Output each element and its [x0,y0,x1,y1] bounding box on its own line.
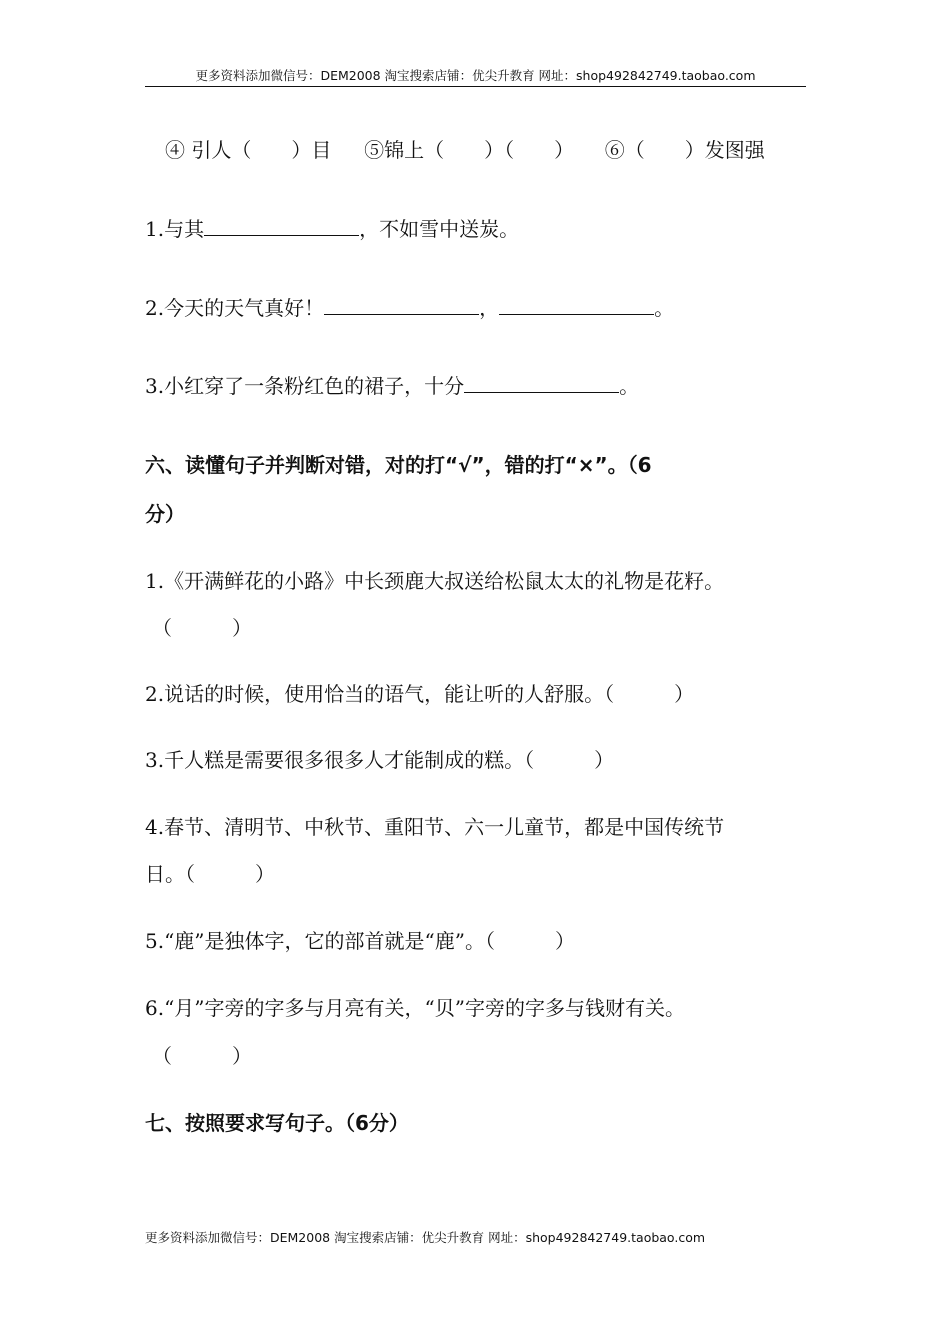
section6-title-cont: 分） [145,502,185,526]
fill-sentence-3: 3.小红穿了一条粉红色的裙子，十分 。 [145,374,640,398]
judge-q1: 1.《开满鲜花的小路》中长颈鹿大叔送给松鼠太太的礼物是花籽。 [145,569,725,593]
section7-title: 七、按照要求写句子。（6分） [145,1111,409,1135]
idiom-item-4: ④ 引人（ ）目 [165,138,332,162]
answer-blank[interactable] [464,372,619,393]
answer-blank[interactable] [204,215,359,236]
fill-sentence-1: 1.与其 ，不如雪中送炭。 [145,217,520,241]
judge-q1-paren[interactable]: （ ） [152,616,252,640]
answer-blank[interactable] [324,294,479,315]
judge-q2: 2.说话的时候，使用恰当的语气，能让听的人舒服。（ ） [145,682,695,706]
judge-q4: 4.春节、清明节、中秋节、重阳节、六一儿童节，都是中国传统节 [145,815,725,839]
page-footer: 更多资料添加微信号：DEM2008 淘宝搜索店铺：优尖升教育 网址：shop492842749.taobao.com [145,1230,706,1245]
idiom-item-6: ⑥（ ）发图强 [604,138,765,162]
judge-q5: 5.“鹿”是独体字，它的部首就是“鹿”。（ ） [145,929,575,953]
header-divider [145,86,806,87]
idiom-item-5: ⑤锦上（ ）（ ） [364,138,575,162]
judge-q6: 6.“月”字旁的字多与月亮有关，“贝”字旁的字多与钱财有关。 [145,996,685,1020]
section6-title: 六、读懂句子并判断对错，对的打“√”，错的打“×”。（6 [145,453,652,477]
judge-q4-cont: 日。（ ） [145,862,275,886]
judge-q6-paren[interactable]: （ ） [152,1044,252,1068]
fill-sentence-2: 2.今天的天气真好！ ， 。 [145,296,675,320]
page-header: 更多资料添加微信号：DEM2008 淘宝搜索店铺：优尖升教育 网址：shop492842749.taobao.com [195,68,756,83]
judge-q3: 3.千人糕是需要很多很多人才能制成的糕。（ ） [145,748,615,772]
answer-blank[interactable] [499,294,654,315]
idiom-row [165,136,765,164]
